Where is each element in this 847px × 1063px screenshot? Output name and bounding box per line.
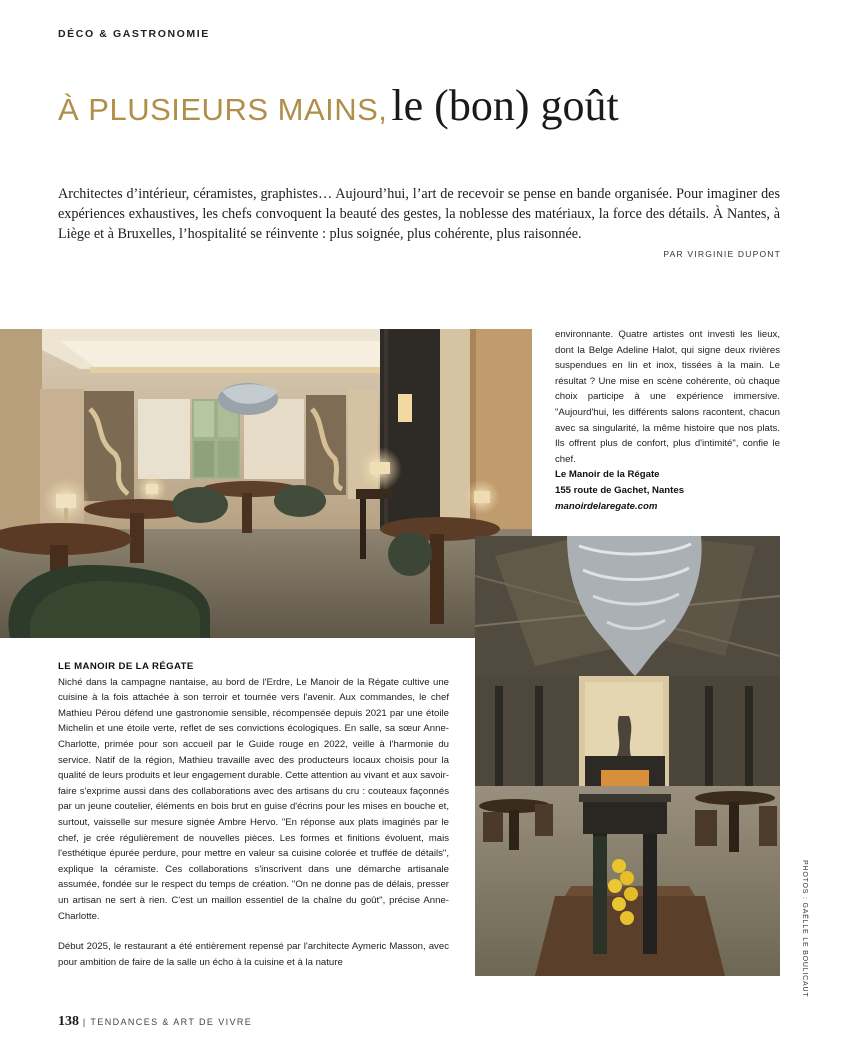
page-footer [58,1014,252,1030]
info-website: manoirdelaregate.com [555,500,658,512]
magazine-name: TENDANCES & ART DE VIVRE [90,1017,253,1027]
right-column [555,327,780,514]
page-number: 138 [58,1014,79,1029]
article-heading: LE MANOIR DE LA RÉGATE [58,661,194,672]
restaurant-info [555,467,780,514]
sculpture-room-photo [475,536,780,976]
lede-paragraph: Architectes d’intérieur, céramistes, graphistes… Aujourd’hui, l’art de recevoir se pense en bande organisée. Pour imaginer des expériences exhaustives, les chefs convoquent la beauté des gestes, la noblesse des matériaux, la force des détails. À Nantes, à Liège et à Bruxelles, l’hospitalité se réinvente : plus soignée, plus cohérente, plus raisonnée. [58,186,780,242]
footer-separator: | [82,1017,87,1027]
dining-room-photo [0,329,532,638]
article-paragraph-1: Niché dans la campagne nantaise, au bord de l'Erdre, Le Manoir de la Régate cultive une cuisine à la fois attachée à son terroir et tournée vers l'avenir. Aux commandes, le chef Mathieu Pérou défend une gastronomie sensible, récompensée depuis 2021 par une étoile Michelin et une étoile verte, reflet de ses convictions écologiques. En salle, sa sœur Anne-Charlotte, primée pour son accueil par le Guide rouge en 2022, veille à l'harmonie du service. Natif de la région, Mathieu travaille avec des producteurs locaux choisis pour la qualité de leurs produits et leur engagement durable. Cette attention au vivant et aux savoir-faire s'exprime aussi dans des collaborations avec des artisans du cru : couteaux façonnés par un jeune coutelier, éléments en bois brut en guise d'écrins pour les mises en bouche et, surtout, vaisselle sur mesure signée Ambre Hervo. "En réponse aux plats imaginés par le chef, je crée régulièrement de nouvelles pièces. Les formes et finitions évoluent, mais l'esthétique épurée perdure, pour mettre en valeur sa cuisine colorée et truffée de détails", explique la céramiste. Ces collaborations s'inscrivent dans une démarche artisanale assumée, fondée sur le respect du temps de création. "On ne donne pas de délais, presser un artisan ne sert à rien. C'est un maillon essentiel de la chaîne du goût", précise Anne-Charlotte. [58,676,449,922]
photo-credit: PHOTOS : GAËLLE LE BOULICAUT [801,860,808,998]
info-name: Le Manoir de la Régate [555,469,660,481]
byline: PAR VIRGINIE DUPONT [663,249,781,259]
article-body [58,659,449,985]
page-title [58,80,619,131]
section-rubric: DÉCO & GASTRONOMIE [58,28,210,40]
title-main: le (bon) goût [391,81,619,130]
title-highlight: À PLUSIEURS MAINS, [58,92,388,127]
article-paragraph-2: Début 2025, le restaurant a été entièrement repensé par l'architecte Aymeric Masson, avec pour ambition de faire de la salle un écho à la cuisine et à la nature [58,941,449,968]
right-column-paragraph: environnante. Quatre artistes ont investi les lieux, dont la Belge Adeline Halot, qui signe deux rivières suspendues en lin et inox, tissées à la main. Le résultat ? Une mise en scène cohérente, où chaque choix participe à une expérience immersive. "Aujourd'hui, les différents salons racontent, chacun avec sa singularité, la même histoire que nos plats. Ils offrent plus de confort, plus d'intimité", confie le chef. [555,329,780,465]
info-address: 155 route de Gachet, Nantes [555,484,685,496]
